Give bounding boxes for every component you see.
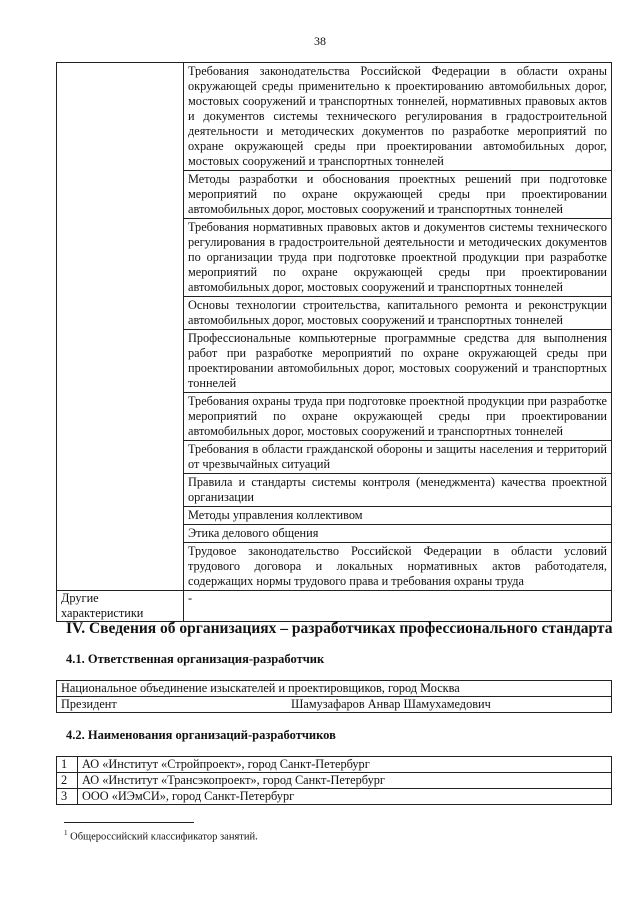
list-item: Правила и стандарты системы контроля (менеджмента) качества проектной организации — [184, 474, 612, 507]
responsible-org-name: Национальное объединение изыскателей и проектировщиков, город Москва — [57, 681, 612, 697]
developer-orgs-heading: 4.2. Наименования организаций-разработчиков — [66, 728, 336, 742]
list-item: Требования законодательства Российской Федерации в области охраны окружающей среды применительно к проектированию автомобильных дорог, мостовых сооружений и транспортных тоннелей, нормативных правовых актов и документов системы технического регулирования в градостроительной деятельности и методических документов по разработке мероприятий по охране окружающей среды при проектировании автомобильных дорог, мостовых сооружений и транспортных тоннелей — [184, 63, 612, 171]
list-item: Требования охраны труда при подготовке проектной продукции при разработке мероприятий по охране окружающей среды при проектировании автомобильных дорог, мостовых сооружений и транспортных тоннелей — [184, 393, 612, 441]
row-number: 1 — [57, 757, 78, 773]
footnote-marker: 1 — [64, 829, 68, 837]
table-row — [57, 789, 612, 805]
responsible-role-row — [57, 697, 612, 713]
row-number: 2 — [57, 773, 78, 789]
list-item: Методы разработки и обоснования проектных решений при подготовке мероприятий по охране окружающей среды при проектировании автомобильных дорог, мостовых сооружений и транспортных тоннелей — [184, 171, 612, 219]
developer-org-name: АО «Институт «Трансэкопроект», город Санкт-Петербург — [78, 773, 612, 789]
list-item: Трудовое законодательство Российской Федерации в области условий трудового договора и локальных нормативных актов работодателя, содержащих нормы трудового права и требования охраны труда — [184, 543, 612, 591]
list-item: Профессиональные компьютерные программные средства для выполнения работ при разработке мероприятий по охране окружающей среды при проектировании автомобильных дорог, мостовых сооружений и транспортных тоннелей — [184, 330, 612, 393]
other-characteristics-label: Другие характеристики — [57, 591, 184, 622]
list-item: Основы технологии строительства, капитального ремонта и реконструкции автомобильных дорог, мостовых сооружений и транспортных тоннелей — [184, 297, 612, 330]
table-row — [57, 773, 612, 789]
footnote-text: Общероссийский классификатор занятий. — [70, 831, 258, 843]
responsible-org-table — [56, 680, 612, 713]
list-item: Требования нормативных правовых актов и документов системы технического регулирования в градостроительной деятельности и методических документов по организации труда при подготовке проектной продукции при разработке мероприятий по охране окружающей среды при проектировании автомобильных дорог, мостовых сооружений и транспортных тоннелей — [184, 219, 612, 297]
table-row — [57, 757, 612, 773]
requirements-table — [56, 62, 612, 622]
row-number: 3 — [57, 789, 78, 805]
footnote-divider — [64, 822, 194, 823]
other-characteristics-value: - — [184, 591, 612, 622]
table-row — [57, 697, 612, 713]
table-row-other — [57, 591, 612, 622]
page-number: 38 — [314, 34, 326, 48]
developer-org-name: ООО «ИЭмСИ», город Санкт-Петербург — [78, 789, 612, 805]
developer-orgs-table — [56, 756, 612, 805]
list-item: Этика делового общения — [184, 525, 612, 543]
responsible-org-heading: 4.1. Ответственная организация-разработчик — [66, 652, 325, 666]
table-row — [57, 681, 612, 697]
responsible-person: Шамузафаров Анвар Шамухамедович — [291, 697, 491, 711]
footnote — [64, 829, 258, 843]
developer-org-name: АО «Институт «Стройпроект», город Санкт-Петербург — [78, 757, 612, 773]
list-item: Методы управления коллективом — [184, 507, 612, 525]
responsible-role: Президент — [61, 697, 117, 711]
left-cell-empty — [57, 63, 184, 591]
table-row — [57, 63, 612, 171]
section-iv-title: IV. Сведения об организациях – разработчиках профессионального стандарта — [66, 620, 613, 637]
list-item: Требования в области гражданской обороны и защиты населения и территорий от чрезвычайных ситуаций — [184, 441, 612, 474]
